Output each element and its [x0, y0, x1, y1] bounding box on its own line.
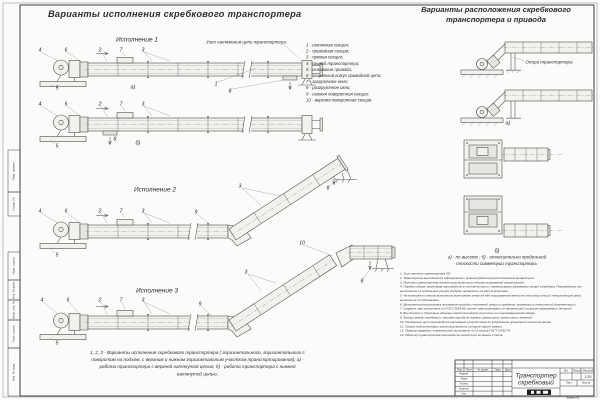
caption-line: натянутой цепью.: [176, 371, 219, 377]
note-line: 13. Обкатку транспортера производить вхолостую не менее 2 часов.: [400, 333, 504, 338]
tb-sheet-label: Лист: [565, 381, 572, 385]
sheet-title-right: [403, 5, 589, 24]
note-line: 10. Натяжение цепи производить натяжным устройством до устранения провисания холостой ветви.: [400, 320, 552, 324]
note-line: 7. Сварные швы выполнять по ГОСТ 5264-80; катет шва принимать по наименьшей толщине свариваемых деталей.: [400, 307, 573, 311]
side-stamp: Перв. примен.: [12, 161, 16, 181]
callout-2: 2: [98, 297, 102, 303]
callout-2: 2: [98, 208, 102, 214]
exec3-drawing: [40, 245, 396, 341]
caption-line: плоскости симметрии транспортера.: [456, 261, 538, 266]
parts-legend: [306, 42, 416, 103]
exec2-label: Исполнение 2: [133, 185, 177, 193]
sheet-title-right-line1: Варианты расположения скребкового: [421, 5, 571, 14]
callout-9: 9: [194, 209, 198, 215]
callout-8: 8: [326, 185, 330, 191]
legend-item: 6 - защитный кожух приводной цепи;: [306, 73, 382, 79]
callout-5: 5: [55, 340, 59, 346]
placement-caption: [412, 254, 582, 267]
side-stamp: Справ. №: [12, 197, 16, 211]
callout-8: 8: [113, 136, 117, 142]
callout-3: 3: [141, 208, 145, 214]
tb-row-prov: Пров.: [460, 377, 468, 381]
exec1-view-b-drawing: [40, 106, 323, 145]
callout-4: 4: [38, 208, 42, 214]
tb-format-note: Формат А1: [566, 396, 580, 400]
exec1-label: Исполнение 1: [115, 35, 159, 43]
exec1-view-a-label: а): [130, 84, 136, 90]
callout-7: 7: [119, 297, 123, 303]
support-label: Опора транспортера: [525, 59, 573, 65]
tb-doc-name-line2: скребковый: [518, 377, 554, 386]
note-line: 8. Все детали и сборочные единицы перед монтажом очистить от консервационной смазки.: [400, 311, 536, 316]
legend-item: 4 - привод транспортера;: [306, 60, 360, 66]
placement-b-label: б): [494, 248, 500, 254]
bottom-caption: [54, 349, 341, 377]
tb-row-razrab: Разраб.: [459, 372, 469, 376]
note-line: 1. Угол наклона транспортера 30°.: [400, 272, 452, 276]
caption-line: 1, 2, 3 - Варианты исполнения скребкового транспортера ( горизонтального, горизонтального с: [90, 350, 305, 355]
callout-3: 3: [141, 47, 145, 53]
note-line: 5. На монтаже по месту выполнить монтажную резку на обе торцованные ветви на оба конца секций; непроходящие ряды выполнить по обстановке.: [400, 293, 582, 302]
callout-7: 7: [119, 208, 123, 214]
callout-4: 4: [38, 101, 42, 107]
callout-8: 8: [360, 278, 364, 284]
note-line: 3. Монтаж транспортера должен производиться специализированной организацией.: [400, 280, 525, 285]
callout-7: 7: [119, 47, 123, 53]
caption-line: поворотом на подъем, с верхним и нижним горизонтальным участком транспортирования); а) -: [91, 357, 304, 363]
tb-scale-value: 1:20: [584, 374, 591, 379]
callout-2: 2: [98, 47, 102, 53]
callout-5: 5: [55, 85, 59, 91]
sheet-title-left: Варианты исполнения скребкового транспортера: [48, 9, 302, 19]
exec2-drawing: [40, 155, 357, 253]
callout-1: 1: [214, 81, 218, 87]
note-line: 4. Порядок сборки (монтажа) производить в соответствии с перевозимыми размерами секций конвейера. Переработку или выполнение из отдельных секций следует проводить на месте монтажа.: [400, 285, 582, 294]
sheet-title-right-line2: транспортера и привода: [445, 14, 547, 24]
callout-4: 4: [38, 47, 42, 53]
tb-doc-name-line1: Транспортер: [515, 370, 557, 379]
tension-unit-label: Узел натяжения цепи транспортера: [206, 39, 286, 45]
tb-header-podp: Подп.: [494, 368, 501, 372]
legend-item: 2 - приводная секция;: [306, 48, 350, 54]
tb-col-scale: Масштаб: [582, 369, 593, 372]
caption-line: работа транспортера с верхней натянутой цепью; б) - работа транспортера с нижней: [99, 364, 296, 370]
callout-6: 6: [64, 47, 68, 53]
caption-line: а) - по высоте ; б) - относительно продольной: [447, 254, 547, 260]
side-stamp: Инв. № дубл.: [12, 281, 16, 299]
side-stamp: Взам. инв. №: [12, 301, 16, 319]
technical-notes: [400, 272, 584, 338]
callout-6: 6: [66, 297, 70, 303]
tb-col-mass: Масса: [572, 369, 581, 372]
callout-5: 5: [55, 143, 59, 149]
legend-item: 3 - прямая секция;: [306, 54, 343, 60]
legend-item: 10 - верхняя поворотная секция.: [306, 97, 373, 103]
tb-row-tkontr: Т.контр.: [459, 382, 469, 386]
tb-header-docnum: № докум.: [477, 368, 488, 372]
tb-col-lit: Лит.: [563, 369, 569, 372]
tb-row-nkontr: Н.контр.: [459, 387, 469, 391]
placement-view-b2-drawing: [464, 196, 562, 237]
legend-item: 8 - разгрузочное окно;: [306, 85, 351, 91]
exec3-label: Исполнение 3: [135, 286, 179, 294]
callout-2: 2: [98, 101, 102, 107]
note-line: 11. Смазку подшипниковых узлов производить согласно карте смазки.: [400, 324, 503, 329]
note-line: 9. Зазоры между скребками и днищем короба не должны превышать допустимых значений.: [400, 315, 534, 320]
placement-view-a2-drawing: [461, 90, 594, 126]
callout-3: 3: [141, 101, 145, 107]
callout-3: 3: [141, 297, 145, 303]
callout-3: 3: [244, 269, 248, 275]
callout-4: 4: [40, 297, 44, 303]
callout-6: 6: [64, 208, 68, 214]
callout-6: 6: [64, 101, 68, 107]
tb-row-utv: Утв.: [461, 392, 467, 395]
callout-7: 7: [119, 101, 123, 107]
exec1-view-b-label: б): [135, 140, 141, 146]
tb-header-list: Лист: [465, 368, 472, 372]
callout-5: 5: [55, 252, 59, 258]
placement-a-label: а): [505, 120, 511, 126]
legend-item: 9 - нижняя поворотная секция;: [306, 91, 369, 97]
side-stamp: Подп. и дата: [12, 257, 16, 275]
note-line: 2. Транспортер выполняется обращенным с нижним (рабочим) расположением ветвей цепи.: [400, 276, 536, 280]
callout-3: 3: [238, 183, 242, 189]
callout-8: 8: [228, 88, 232, 94]
side-stamp: Подп. и дата: [12, 325, 16, 343]
callout-10: 10: [299, 240, 305, 246]
legend-item: 5 - основание привода;: [306, 66, 353, 72]
legend-item: 1 - натяжная секция;: [306, 42, 349, 48]
tb-header-data: Дата: [504, 368, 511, 372]
tb-header-izm: Изм.: [456, 368, 463, 372]
exec1-view-a-drawing: [40, 44, 323, 90]
note-line: 12. Окраску наружных поверхностей выполнять по VI классу ГОСТ 9.032-74.: [400, 329, 511, 333]
callout-9: 9: [198, 301, 202, 307]
note-line: 6. Допускается регулировка положения привода и натяжной секции в пределах, указанных в технической документации.: [400, 302, 577, 307]
side-stamp: Инв. № подл.: [12, 362, 16, 382]
placement-view-b1-drawing: [464, 140, 562, 178]
legend-item: 7 - загрузочное окно;: [306, 79, 349, 85]
tb-sheets-label: Листов: [581, 381, 590, 385]
